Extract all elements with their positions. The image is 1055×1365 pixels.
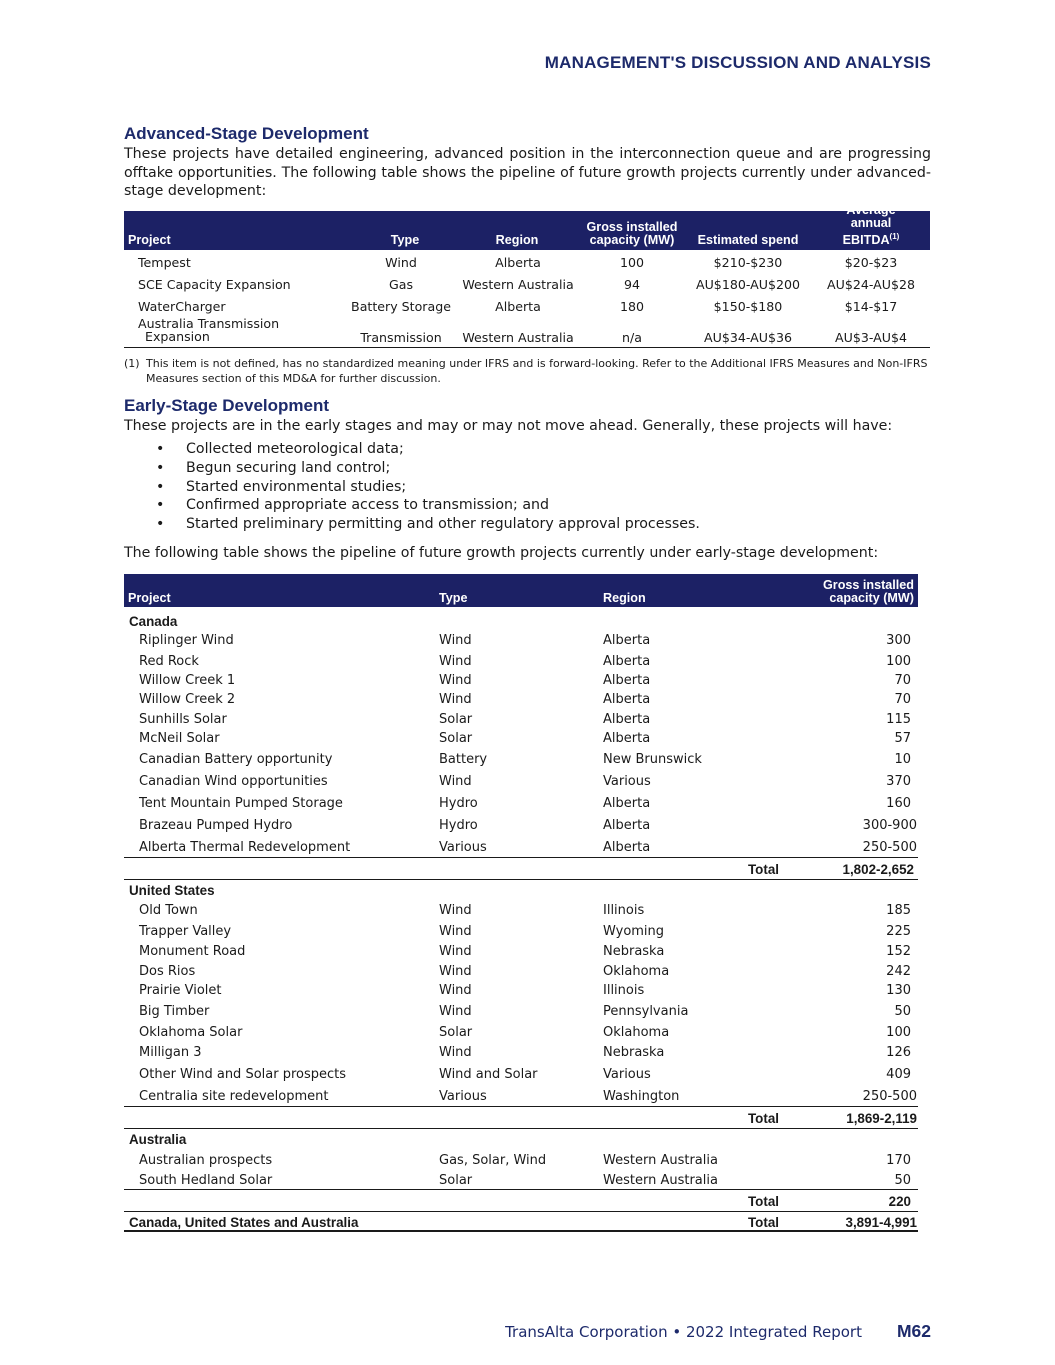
row-capacity: 250-500 [862,1089,917,1104]
row-region: Pennsylvania [603,1004,689,1019]
row-region: Western Australia [603,1153,718,1168]
advanced-table-bottom-rule [124,347,930,348]
row-project: Red Rock [139,654,199,669]
footnote-number: (1) [124,357,140,370]
row-type: Wind [439,944,472,959]
total-label: Total [748,1111,779,1126]
row-type: Gas, Solar, Wind [439,1153,547,1168]
row-project: McNeil Solar [139,731,220,746]
early-stage-heading: Early-Stage Development [124,396,330,415]
subtotal-rule [124,1128,918,1129]
page-number: M62 [896,1321,931,1341]
row-capacity: 100 [886,1025,911,1040]
bullet-dot: • [156,459,165,476]
bullet-item [124,515,700,534]
total-value: 1,802-2,652 [842,862,914,877]
bullet-item [124,478,700,497]
row-project: Brazeau Pumped Hydro [139,818,293,833]
row-type: Hydro [439,796,478,811]
row-project: Other Wind and Solar prospects [139,1067,347,1082]
row-type: Wind [439,964,472,979]
row-type: Solar [439,1025,473,1040]
grand-total-bottom-rule [124,1230,918,1232]
row-capacity: 409 [886,1067,911,1082]
row-type: Solar [439,1173,473,1188]
row-region: Nebraska [603,944,665,959]
row-capacity: 50 [894,1004,911,1019]
col-capacity-line2: capacity (MW) [589,233,675,247]
row-type: Wind [385,255,417,270]
row-capacity: 70 [894,692,911,707]
row-project: Prairie Violet [139,983,222,998]
row-region: Alberta [603,840,651,855]
total-label: Total [748,862,779,877]
row-region: Alberta [603,712,651,727]
subtotal-rule [124,1106,918,1107]
row-capacity: 225 [886,924,911,939]
row-type: Various [439,840,487,855]
row-region: Alberta [603,796,651,811]
row-region: Western Australia [603,1173,718,1188]
early-table-header [124,574,918,607]
row-capacity: n/a [622,330,642,345]
footnote [124,357,934,386]
row-capacity: 300-900 [862,818,917,833]
row-capacity: 100 [619,255,645,270]
row-region: Western Australia [462,330,574,345]
row-project: Monument Road [139,944,246,959]
col-capacity-line1: Gross installed [823,578,914,592]
row-type: Hydro [439,818,478,833]
col-type: Type [439,591,468,605]
row-type: Wind [439,1004,472,1019]
row-capacity: 242 [886,964,911,979]
bullet-item [124,440,700,459]
row-type: Wind [439,633,472,648]
row-capacity: 160 [886,796,911,811]
row-spend: $150-$180 [713,299,783,314]
row-project: Australian prospects [139,1153,273,1168]
col-capacity [587,221,678,247]
row-project-line1: Australia Transmission [138,316,280,331]
row-project: Riplinger Wind [139,633,234,648]
row-region: Alberta [495,299,541,314]
row-project: Big Timber [139,1004,210,1019]
row-project: Sunhills Solar [139,712,227,727]
bullet-text: Started preliminary permitting and other regulatory approval processes. [186,516,700,533]
subtotal-rule [124,879,918,880]
row-project: South Hedland Solar [139,1173,273,1188]
bullet-text: Collected meteorological data; [186,441,404,457]
row-capacity: 126 [886,1045,911,1060]
row-capacity: 100 [886,654,911,669]
row-region: Alberta [495,255,541,270]
row-capacity: 94 [623,277,641,292]
row-type: Battery [439,752,488,767]
row-region: Alberta [603,633,651,648]
row-project-line2: Expansion [145,329,210,344]
col-spend: Estimated spend [697,233,799,247]
col-region: Region [495,233,539,247]
footnote-text: This item is not defined, has no standardized meaning under IFRS and is forward-looking. Refer to the Additional IFRS Measures and Non-IFRS Measures section of this MD&A for further discussion. [146,357,928,385]
row-region: Oklahoma [603,964,670,979]
row-capacity: 152 [886,944,911,959]
row-type: Wind [439,692,472,707]
row-type: Wind [439,673,472,688]
bullet-text: Started environmental studies; [186,478,407,495]
row-region: Illinois [603,983,645,998]
row-region: Alberta [603,818,651,833]
row-capacity: 180 [619,299,645,314]
row-type: Wind and Solar [439,1067,538,1082]
row-spend: AU$180-AU$200 [695,277,801,292]
row-region: Wyoming [603,924,665,939]
row-type: Various [439,1089,487,1104]
row-type: Wind [439,654,472,669]
row-capacity: 57 [894,731,911,746]
col-ebitda-footnote-ref: (1) [889,231,900,241]
footer-report-title: TransAlta Corporation • 2022 Integrated Report [505,1323,862,1341]
bullet-dot: • [156,478,165,495]
row-region: Alberta [603,692,651,707]
row-capacity: 10 [894,752,911,767]
row-region: Washington [603,1089,680,1104]
region-title-text: United States [129,883,215,898]
bullet-dot: • [156,497,165,514]
row-type: Wind [439,1045,472,1060]
col-type: Type [390,233,420,247]
col-capacity-line2: capacity (MW) [829,591,914,605]
bullet-text: Confirmed appropriate access to transmission; and [186,497,550,514]
total-value: 3,891-4,991 [845,1215,917,1230]
col-capacity-line1: Gross installed [586,220,678,234]
page-footer [505,1321,931,1342]
advanced-stage-intro: These projects have detailed engineering, advanced position in the interconnection queue and are progressing offtake opportunities. The following table shows the pipeline of future growth projects currently under advanced-stage development: [124,146,931,200]
row-project: Centralia site redevelopment [139,1089,329,1104]
row-project: WaterCharger [138,299,226,314]
row-type: Gas [388,277,414,292]
row-project: Milligan 3 [139,1045,202,1060]
subtotal-rule [124,857,918,858]
row-capacity: 185 [886,903,911,918]
row-capacity: 115 [886,712,911,727]
col-ebitda [842,204,901,247]
row-region: Oklahoma [603,1025,670,1040]
row-project: Oklahoma Solar [139,1025,243,1040]
row-capacity: 50 [894,1173,911,1188]
bullet-dot: • [156,516,165,533]
advanced-stage-heading: Advanced-Stage Development [124,124,369,143]
row-type: Transmission [360,330,442,345]
row-capacity: 300 [886,633,911,648]
total-label: Total [748,1194,779,1209]
row-type: Wind [439,903,472,918]
row-spend: AU$34-AU$36 [703,330,793,345]
col-project: Project [128,591,171,605]
row-region: Various [603,1067,651,1082]
row-project: Trapper Valley [139,924,232,939]
row-type: Wind [439,983,472,998]
row-region: Alberta [603,654,651,669]
region-title-text: Canada [129,614,178,629]
col-region: Region [603,591,646,605]
col-capacity [823,579,914,605]
row-region: New Brunswick [603,752,702,767]
row-ebitda: AU$24-AU$28 [826,277,916,292]
early-stage-table-intro: The following table shows the pipeline of future growth projects currently under early-stage development: [124,545,879,561]
grand-total-top-rule [124,1211,918,1212]
row-type: Wind [439,924,472,939]
col-ebitda-line1: Average annual [846,202,896,230]
row-project: Tent Mountain Pumped Storage [139,796,343,811]
row-capacity: 130 [886,983,911,998]
row-ebitda: $14-$17 [844,299,898,314]
subtotal-rule [124,1189,918,1190]
row-capacity: 170 [886,1153,911,1168]
total-value: 220 [888,1194,911,1209]
row-capacity: 370 [886,774,911,789]
row-project: Canadian Wind opportunities [139,774,328,789]
row-project: SCE Capacity Expansion [138,277,291,292]
advanced-table-header [124,202,930,250]
row-capacity: 250-500 [862,840,917,855]
early-stage-bullet-list [124,440,700,534]
row-region: Various [603,774,651,789]
row-ebitda: AU$3-AU$4 [835,330,907,345]
bullet-item [124,496,700,515]
row-project [138,317,279,343]
row-region: Alberta [603,731,651,746]
bullet-text: Begun securing land control; [186,459,391,476]
row-project: Old Town [139,903,198,918]
total-value: 1,869-2,119 [846,1111,917,1126]
bullet-item [124,459,700,478]
row-project: Canadian Battery opportunity [139,752,333,767]
row-region: Nebraska [603,1045,665,1060]
row-region: Illinois [603,903,645,918]
row-spend: $210-$230 [713,255,783,270]
row-project: Tempest [138,255,191,270]
col-ebitda-line2: EBITDA [842,233,890,247]
page-header-title: MANAGEMENT'S DISCUSSION AND ANALYSIS [544,53,931,72]
row-type: Solar [439,712,473,727]
row-capacity: 70 [894,673,911,688]
col-project: Project [128,233,171,247]
row-type: Battery Storage [351,299,451,314]
bullet-dot: • [156,441,165,457]
row-region: Western Australia [462,277,574,292]
row-project: Willow Creek 2 [139,692,236,707]
row-region: Alberta [603,673,651,688]
row-project: Alberta Thermal Redevelopment [139,840,351,855]
region-title-text: Australia [129,1132,187,1147]
grand-total-label: Canada, United States and Australia [129,1215,359,1230]
row-type: Solar [439,731,473,746]
total-label: Total [748,1215,779,1230]
row-type: Wind [439,774,472,789]
row-ebitda: $20-$23 [844,255,898,270]
row-project: Willow Creek 1 [139,673,236,688]
row-project: Dos Rios [139,964,196,979]
early-stage-intro: These projects are in the early stages and may or may not move ahead. Generally, these projects will have: [124,418,893,434]
